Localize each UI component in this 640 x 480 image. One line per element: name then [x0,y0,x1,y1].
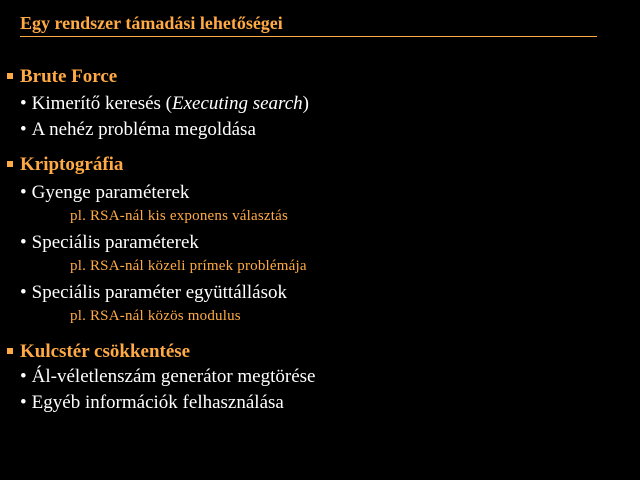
list-item-text: Kimerítő keresés ( [31,93,172,114]
section-heading-label: Kulcstér csökkentése [20,341,191,362]
list-item-italic-text: Executing search [172,93,303,114]
list-item-special-parameters [20,232,199,254]
sub-item-common-modulus: pl. RSA-nál közös modulus [70,308,241,324]
square-bullet-icon [7,73,13,79]
slide-title: Egy rendszer támadási lehetőségei [20,13,283,33]
list-item-hard-problem [20,119,256,141]
square-bullet-icon [7,161,13,167]
square-bullet-icon [7,348,13,354]
list-item-text: Ál-véletlenszám generátor megtörése [31,366,316,387]
section-heading-keyspace-reduction [7,341,190,363]
list-item-other-information [20,392,284,414]
bullet-icon: • [20,366,27,387]
section-heading-label: Brute Force [20,66,118,87]
bullet-icon: • [20,119,27,140]
section-heading-label: Kriptográfia [20,154,124,175]
list-item-parameter-coincidences [20,282,287,304]
section-heading-cryptography [7,154,123,176]
list-item-text: Speciális paraméter együttállások [31,282,288,303]
bullet-icon: • [20,392,27,413]
list-item-text: Speciális paraméterek [31,232,199,253]
sub-item-close-primes: pl. RSA-nál közeli prímek problémája [70,258,307,274]
list-item-exhaustive-search [20,93,309,115]
list-item-text-end: ) [302,93,309,114]
list-item-text: A nehéz probléma megoldása [31,119,256,140]
bullet-icon: • [20,282,27,303]
bullet-icon: • [20,182,27,203]
bullet-icon: • [20,232,27,253]
list-item-prng-break [20,366,315,388]
section-heading-brute-force [7,66,117,88]
list-item-text: Gyenge paraméterek [31,182,190,203]
list-item-weak-parameters [20,182,189,204]
bullet-icon: • [20,93,27,114]
title-underline [20,36,597,37]
list-item-text: Egyéb információk felhasználása [31,392,284,413]
sub-item-small-exponent: pl. RSA-nál kis exponens választás [70,208,289,224]
